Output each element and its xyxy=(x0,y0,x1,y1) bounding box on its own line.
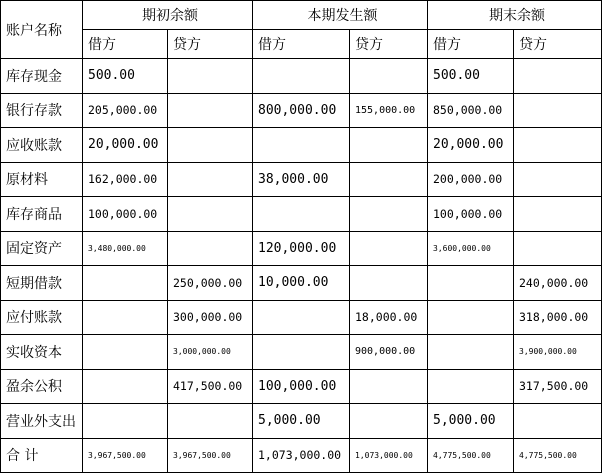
opening-debit-header: 借方 xyxy=(83,30,168,59)
current-debit-cell xyxy=(253,300,350,335)
opening-debit-cell xyxy=(83,404,168,439)
closing-debit-header: 借方 xyxy=(428,30,514,59)
current-credit-cell xyxy=(350,162,428,197)
current-credit-cell xyxy=(350,266,428,301)
current-debit-cell xyxy=(253,59,350,94)
opening-debit-cell xyxy=(83,335,168,370)
current-debit-cell: 120,000.00 xyxy=(253,231,350,266)
opening-credit-cell xyxy=(168,59,253,94)
table-row xyxy=(1,128,602,163)
current-debit-cell xyxy=(253,128,350,163)
closing-debit-cell: 20,000.00 xyxy=(428,128,514,163)
closing-credit-cell: 240,000.00 xyxy=(514,266,602,301)
account-name-cell: 应收账款 xyxy=(1,128,83,163)
opening-debit-cell xyxy=(83,300,168,335)
total-label-cell: 合 计 xyxy=(1,438,83,473)
opening-credit-cell xyxy=(168,162,253,197)
closing-credit-cell xyxy=(514,59,602,94)
account-name-header: 账户名称 xyxy=(1,1,83,59)
total-row xyxy=(1,438,602,473)
closing-debit-cell: 850,000.00 xyxy=(428,93,514,128)
closing-credit-cell xyxy=(514,93,602,128)
opening-credit-cell xyxy=(168,404,253,439)
account-name-cell: 固定资产 xyxy=(1,231,83,266)
opening-balance-header: 期初余额 xyxy=(83,1,253,30)
account-name-cell: 短期借款 xyxy=(1,266,83,301)
table-row xyxy=(1,369,602,404)
current-debit-cell: 800,000.00 xyxy=(253,93,350,128)
opening-credit-cell: 300,000.00 xyxy=(168,300,253,335)
current-credit-cell xyxy=(350,59,428,94)
opening-debit-cell: 500.00 xyxy=(83,59,168,94)
closing-balance-header: 期末余额 xyxy=(428,1,602,30)
table-row xyxy=(1,93,602,128)
opening-debit-cell: 3,480,000.00 xyxy=(83,231,168,266)
account-name-cell: 银行存款 xyxy=(1,93,83,128)
current-credit-cell xyxy=(350,231,428,266)
closing-credit-total-cell: 4,775,500.00 xyxy=(514,438,602,473)
current-credit-cell: 900,000.00 xyxy=(350,335,428,370)
current-credit-cell xyxy=(350,369,428,404)
closing-credit-header: 贷方 xyxy=(514,30,602,59)
closing-credit-cell xyxy=(514,197,602,232)
current-debit-cell: 5,000.00 xyxy=(253,404,350,439)
closing-credit-cell xyxy=(514,128,602,163)
current-credit-total-cell: 1,073,000.00 xyxy=(350,438,428,473)
closing-credit-cell xyxy=(514,162,602,197)
current-debit-total-cell: 1,073,000.00 xyxy=(253,438,350,473)
closing-credit-cell xyxy=(514,404,602,439)
account-name-cell: 应付账款 xyxy=(1,300,83,335)
current-debit-cell: 38,000.00 xyxy=(253,162,350,197)
opening-credit-cell: 250,000.00 xyxy=(168,266,253,301)
opening-credit-cell xyxy=(168,93,253,128)
opening-debit-total-cell: 3,967,500.00 xyxy=(83,438,168,473)
current-debit-cell xyxy=(253,335,350,370)
current-debit-header: 借方 xyxy=(253,30,350,59)
current-debit-cell: 10,000.00 xyxy=(253,266,350,301)
closing-credit-cell: 317,500.00 xyxy=(514,369,602,404)
account-name-cell: 实收资本 xyxy=(1,335,83,370)
account-name-cell: 原材料 xyxy=(1,162,83,197)
current-debit-cell xyxy=(253,197,350,232)
opening-debit-cell xyxy=(83,266,168,301)
header-row-groups xyxy=(1,1,602,30)
opening-debit-cell: 100,000.00 xyxy=(83,197,168,232)
opening-credit-header: 贷方 xyxy=(168,30,253,59)
account-name-cell: 库存商品 xyxy=(1,197,83,232)
table-row xyxy=(1,335,602,370)
closing-debit-cell xyxy=(428,300,514,335)
closing-debit-total-cell: 4,775,500.00 xyxy=(428,438,514,473)
closing-debit-cell xyxy=(428,266,514,301)
closing-debit-cell: 3,600,000.00 xyxy=(428,231,514,266)
opening-debit-cell xyxy=(83,369,168,404)
table-row xyxy=(1,162,602,197)
opening-credit-cell: 3,000,000.00 xyxy=(168,335,253,370)
opening-credit-total-cell: 3,967,500.00 xyxy=(168,438,253,473)
current-credit-cell xyxy=(350,128,428,163)
closing-credit-cell: 3,900,000.00 xyxy=(514,335,602,370)
closing-debit-cell: 500.00 xyxy=(428,59,514,94)
closing-credit-cell: 318,000.00 xyxy=(514,300,602,335)
closing-debit-cell: 100,000.00 xyxy=(428,197,514,232)
current-credit-header: 贷方 xyxy=(350,30,428,59)
current-period-header: 本期发生额 xyxy=(253,1,428,30)
header-row-sides xyxy=(1,30,602,59)
closing-debit-cell xyxy=(428,369,514,404)
table-row xyxy=(1,231,602,266)
closing-debit-cell: 5,000.00 xyxy=(428,404,514,439)
current-credit-cell xyxy=(350,197,428,232)
account-name-cell: 盈余公积 xyxy=(1,369,83,404)
closing-debit-cell: 200,000.00 xyxy=(428,162,514,197)
table-row xyxy=(1,59,602,94)
table-row xyxy=(1,197,602,232)
opening-debit-cell: 20,000.00 xyxy=(83,128,168,163)
opening-credit-cell: 417,500.00 xyxy=(168,369,253,404)
table-row xyxy=(1,266,602,301)
closing-debit-cell xyxy=(428,335,514,370)
current-debit-cell: 100,000.00 xyxy=(253,369,350,404)
current-credit-cell: 18,000.00 xyxy=(350,300,428,335)
account-name-cell: 库存现金 xyxy=(1,59,83,94)
opening-credit-cell xyxy=(168,128,253,163)
table-row xyxy=(1,300,602,335)
current-credit-cell xyxy=(350,404,428,439)
account-name-cell: 营业外支出 xyxy=(1,404,83,439)
table-row xyxy=(1,404,602,439)
opening-debit-cell: 162,000.00 xyxy=(83,162,168,197)
opening-debit-cell: 205,000.00 xyxy=(83,93,168,128)
closing-credit-cell xyxy=(514,231,602,266)
opening-credit-cell xyxy=(168,231,253,266)
opening-credit-cell xyxy=(168,197,253,232)
current-credit-cell: 155,000.00 xyxy=(350,93,428,128)
